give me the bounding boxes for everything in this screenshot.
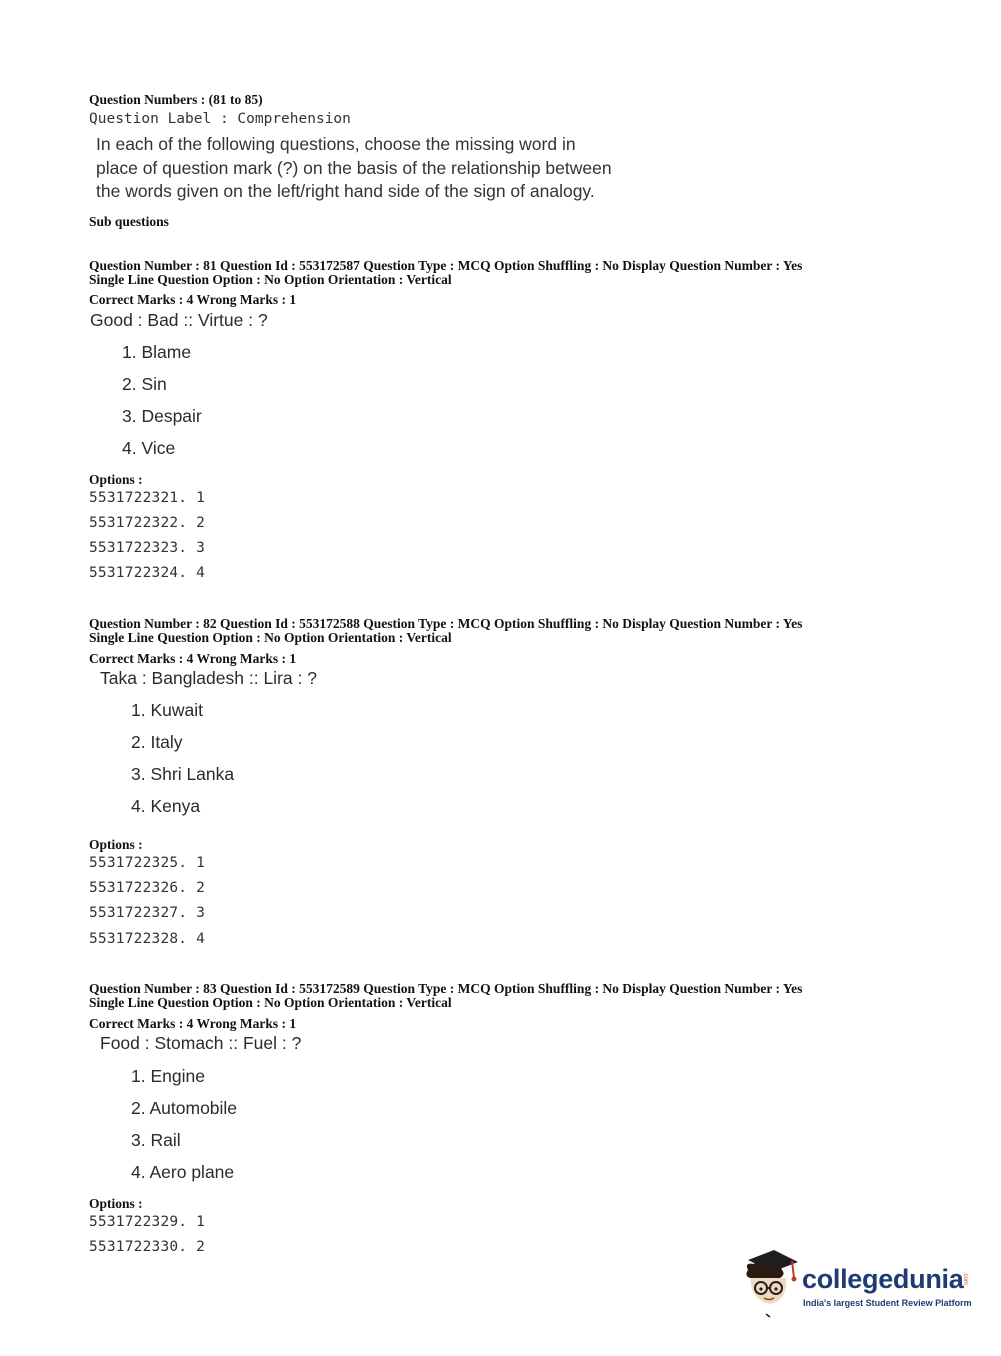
question-meta-line2: Single Line Question Option : No Option Orientation : Vertical — [89, 995, 452, 1010]
answer-choice: 1. Blame — [122, 342, 192, 362]
question-text: Taka : Bangladesh :: Lira : ? — [100, 668, 317, 688]
sub-questions-heading: Sub questions — [89, 214, 169, 229]
answer-choice: 4. Vice — [122, 438, 176, 458]
logo-wordmark: collegedunia — [802, 1264, 964, 1294]
instructions-block — [96, 133, 612, 204]
collegedunia-logo — [740, 1248, 970, 1318]
option-id: 5531722330. 2 — [89, 1239, 206, 1255]
instruction-line: place of question mark (?) on the basis of the relationship between — [96, 157, 612, 178]
logo-tagline: India's largest Student Review Platform — [803, 1298, 972, 1308]
options-label: Options : — [89, 472, 143, 487]
option-id: 5531722323. 3 — [89, 540, 206, 556]
answer-choice: 3. Despair — [122, 406, 202, 426]
question-numbers: Question Numbers : (81 to 85) — [89, 92, 263, 107]
option-id: 5531722326. 2 — [89, 880, 206, 896]
question-text: Food : Stomach :: Fuel : ? — [100, 1033, 302, 1053]
option-id: 5531722321. 1 — [89, 490, 206, 506]
answer-choice: 3. Rail — [131, 1130, 181, 1150]
answer-choice: 4. Kenya — [131, 796, 201, 816]
question-meta-line2: Single Line Question Option : No Option Orientation : Vertical — [89, 272, 452, 287]
question-meta-line1: Question Number : 81 Question Id : 553172587 Question Type : MCQ Option Shuffling : No Display Question Number : Yes — [89, 258, 803, 273]
question-marks: Correct Marks : 4 Wrong Marks : 1 — [89, 292, 297, 307]
question-label: Question Label : Comprehension — [89, 111, 351, 127]
mascot-icon — [740, 1248, 802, 1318]
question-meta-line2: Single Line Question Option : No Option Orientation : Vertical — [89, 630, 452, 645]
answer-choice: 4. Aero plane — [131, 1162, 235, 1182]
question-meta-line1: Question Number : 83 Question Id : 553172589 Question Type : MCQ Option Shuffling : No Display Question Number : Yes — [89, 981, 803, 996]
question-marks: Correct Marks : 4 Wrong Marks : 1 — [89, 1016, 297, 1031]
answer-choice: 1. Engine — [131, 1066, 205, 1086]
instruction-line: In each of the following questions, choose the missing word in — [96, 134, 576, 154]
option-id: 5531722325. 1 — [89, 855, 206, 871]
instruction-line: the words given on the left/right hand side of the sign of analogy. — [96, 181, 595, 201]
option-id: 5531722329. 1 — [89, 1214, 206, 1230]
answer-choice: 2. Automobile — [131, 1098, 238, 1118]
answer-choice: 3. Shri Lanka — [131, 764, 235, 784]
option-id: 5531722322. 2 — [89, 515, 206, 531]
answer-choice: 1. Kuwait — [131, 700, 203, 720]
logo-tld: .com — [962, 1272, 968, 1286]
option-id: 5531722327. 3 — [89, 905, 206, 921]
options-label: Options : — [89, 1196, 143, 1211]
answer-choice: 2. Italy — [131, 732, 183, 752]
option-id: 5531722328. 4 — [89, 931, 206, 947]
question-marks: Correct Marks : 4 Wrong Marks : 1 — [89, 651, 297, 666]
question-meta-line1: Question Number : 82 Question Id : 553172588 Question Type : MCQ Option Shuffling : No Display Question Number : Yes — [89, 616, 803, 631]
question-text: Good : Bad :: Virtue : ? — [90, 310, 268, 330]
answer-choice: 2. Sin — [122, 374, 167, 394]
options-label: Options : — [89, 837, 143, 852]
option-id: 5531722324. 4 — [89, 565, 206, 581]
